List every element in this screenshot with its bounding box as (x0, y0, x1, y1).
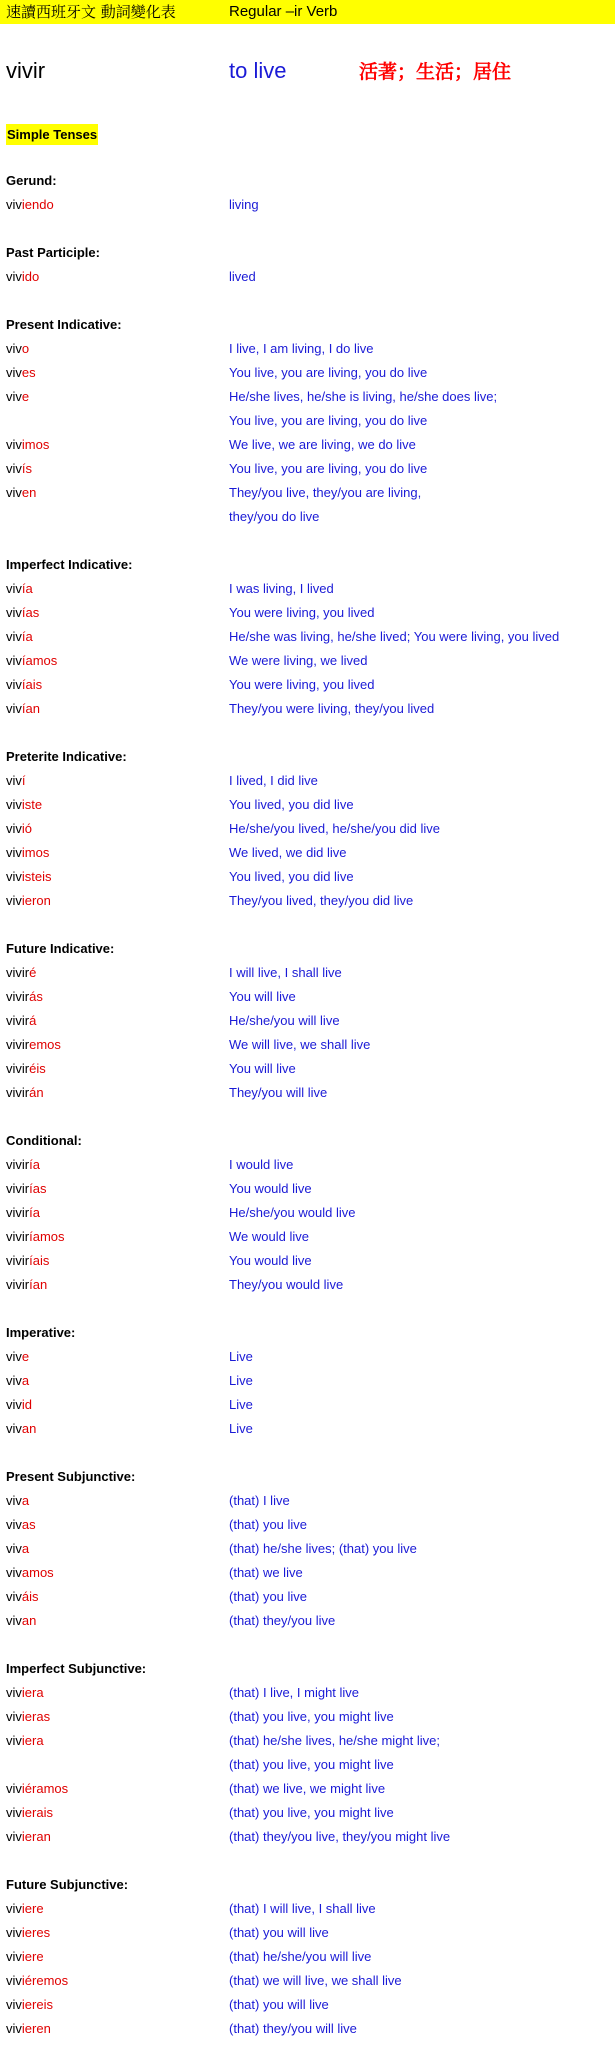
english-meaning: They/you will live (229, 1085, 328, 1100)
english-meaning: You live, you are living, you do live (229, 413, 428, 428)
verb-form (6, 484, 36, 501)
verb-stem: viv (6, 341, 22, 356)
english-meaning: (that) you will live (229, 1925, 329, 1940)
verb-form (6, 1156, 40, 1173)
verb-stem: vivir (6, 989, 30, 1004)
verb-form (6, 868, 52, 885)
verb-ending: ía (21, 629, 33, 644)
verb-form (6, 1036, 61, 1053)
english-meaning: (that) they/you live (229, 1613, 336, 1628)
verb-stem: viv (6, 677, 22, 692)
verb-stem: viv (6, 365, 22, 380)
verb-stem: viv (6, 1373, 22, 1388)
verb-ending: iere (21, 1901, 44, 1916)
verb-stem: viv (6, 1733, 22, 1748)
verb-form (6, 1972, 68, 1989)
verb-ending: a (21, 1541, 30, 1556)
section-title: Future Subjunctive: (6, 1877, 129, 1892)
verb-form (6, 1276, 47, 1293)
english-meaning: (that) you live, you might live (229, 1805, 394, 1820)
verb-ending: ieras (21, 1709, 51, 1724)
verb-stem: vivir (6, 1229, 30, 1244)
verb-infinitive: vivir (6, 58, 46, 83)
verb-stem: vivir (6, 1253, 30, 1268)
verb-ending: ías (29, 1181, 47, 1196)
english-meaning: (that) he/she/you will live (229, 1949, 372, 1964)
header-bar (0, 0, 615, 24)
section-title: Imperative: (6, 1325, 76, 1340)
verb-form (6, 340, 29, 357)
english-meaning: They/you would live (229, 1277, 344, 1292)
verb-form (6, 364, 36, 381)
english-meaning: (that) you live (229, 1589, 308, 1604)
verb-stem: viv (6, 1589, 22, 1604)
verb-ending: ierais (21, 1805, 53, 1820)
verb-form (6, 1948, 44, 1965)
verb-stem: viv (6, 1397, 22, 1412)
verb-ending: iere (21, 1949, 44, 1964)
verb-form (6, 652, 57, 669)
english-meaning: You were living, you lived (229, 605, 375, 620)
english-meaning: You would live (229, 1181, 312, 1196)
verb-stem: vivir (6, 1157, 30, 1172)
verb-form (6, 1708, 50, 1725)
english-meaning: They/you live, they/you are living, (229, 485, 422, 500)
verb-stem: viv (6, 893, 22, 908)
verb-stem: viv (6, 581, 22, 596)
verb-ending: íais (21, 677, 43, 692)
verb-form (6, 1420, 36, 1437)
verb-form (6, 1372, 29, 1389)
verb-ending: e (21, 389, 30, 404)
verb-ending: éis (29, 1061, 46, 1076)
section-title: Future Indicative: (6, 941, 115, 956)
english-meaning: You live, you are living, you do live (229, 461, 428, 476)
verb-ending: ás (29, 989, 43, 1004)
verb-form (6, 1012, 36, 1029)
verb-form (6, 1732, 44, 1749)
section-title: Imperfect Indicative: (6, 557, 133, 572)
english-meaning: They/you lived, they/you did live (229, 893, 414, 908)
english-meaning: (that) we will live, we shall live (229, 1973, 402, 1988)
verb-stem: viv (6, 1925, 22, 1940)
english-meaning: (that) you will live (229, 1997, 329, 2012)
verb-ending: iéramos (21, 1781, 69, 1796)
verb-form (6, 1924, 50, 1941)
section-title: Imperfect Subjunctive: (6, 1661, 147, 1676)
verb-ending: iera (21, 1733, 44, 1748)
verb-ending: emos (29, 1037, 61, 1052)
verb-ending: ieron (21, 893, 51, 908)
verb-ending: a (21, 1373, 30, 1388)
english-meaning: We would live (229, 1229, 309, 1244)
verb-stem: viv (6, 269, 22, 284)
english-meaning: (that) you live (229, 1517, 308, 1532)
verb-stem: viv (6, 845, 22, 860)
verb-stem: viv (6, 701, 22, 716)
verb-form (6, 1204, 40, 1221)
verb-form (6, 1900, 44, 1917)
verb-ending: imos (21, 845, 50, 860)
verb-stem: viv (6, 197, 22, 212)
verb-form (6, 1564, 54, 1581)
verb-ending: an (21, 1613, 37, 1628)
english-meaning: (that) he/she lives, he/she might live; (229, 1733, 440, 1748)
verb-stem: viv (6, 437, 22, 452)
english-meaning: Live (229, 1349, 253, 1364)
verb-stem: viv (6, 1949, 22, 1964)
verb-form (6, 1804, 53, 1821)
verb-stem: viv (6, 1901, 22, 1916)
verb-form (6, 604, 39, 621)
verb-stem: viv (6, 1613, 22, 1628)
verb-ending: id (21, 1397, 33, 1412)
verb-form (6, 1828, 51, 1845)
verb-stem: viv (6, 797, 22, 812)
verb-ending: ió (21, 821, 33, 836)
verb-form (6, 1492, 29, 1509)
english-meaning: Live (229, 1397, 253, 1412)
verb-ending: íais (29, 1253, 50, 1268)
english-meaning: I was living, I lived (229, 581, 334, 596)
verb-form (6, 580, 33, 597)
verb-ending: es (21, 365, 36, 380)
verb-stem: vivir (6, 1181, 30, 1196)
verb-stem: viv (6, 869, 22, 884)
english-meaning: (that) we live (229, 1565, 303, 1580)
verb-stem: viv (6, 605, 22, 620)
verb-ending: í (21, 773, 26, 788)
section-title: Present Subjunctive: (6, 1469, 136, 1484)
english-meaning: they/you do live (229, 509, 320, 524)
verb-form (6, 1228, 65, 1245)
english-meaning: He/she/you would live (229, 1205, 356, 1220)
verb-form (6, 1252, 49, 1269)
english-meaning: He/she lives, he/she is living, he/she does live; (229, 389, 498, 404)
verb-stem: viv (6, 461, 22, 476)
header-title: 速讀西班牙文 動詞變化表 (6, 3, 176, 21)
verb-ending: á (29, 1013, 37, 1028)
verb-translation: to live (229, 58, 287, 83)
verb-form (6, 1516, 36, 1533)
verb-ending: e (21, 1349, 30, 1364)
verb-ending: ieres (21, 1925, 51, 1940)
english-meaning: (that) we live, we might live (229, 1781, 386, 1796)
english-meaning: Live (229, 1373, 253, 1388)
verb-form (6, 628, 33, 645)
english-meaning: He/she was living, he/she lived; You were living, you lived (229, 629, 560, 644)
verb-stem: viv (6, 1685, 22, 1700)
verb-form (6, 1588, 39, 1605)
english-meaning: I would live (229, 1157, 294, 1172)
verb-form (6, 820, 32, 837)
verb-form (6, 1180, 46, 1197)
verb-stem: viv (6, 821, 22, 836)
verb-ending: ido (21, 269, 40, 284)
verb-ending: en (21, 485, 37, 500)
verb-stem: viv (6, 1781, 22, 1796)
english-meaning: He/she/you will live (229, 1013, 340, 1028)
section-title: Past Participle: (6, 245, 100, 260)
english-meaning: lived (229, 269, 256, 284)
verb-ending: a (21, 1493, 30, 1508)
verb-stem: viv (6, 1805, 22, 1820)
english-meaning: I will live, I shall live (229, 965, 342, 980)
verb-ending: ía (29, 1157, 40, 1172)
verb-stem: viv (6, 1565, 22, 1580)
verb-form (6, 676, 42, 693)
verb-ending: an (21, 1421, 37, 1436)
english-meaning: I lived, I did live (229, 773, 318, 788)
section-title: Gerund: (6, 173, 57, 188)
verb-ending: ís (21, 461, 33, 476)
verb-form (6, 1684, 44, 1701)
english-meaning: He/she/you lived, he/she/you did live (229, 821, 441, 836)
english-meaning: (that) you live, you might live (229, 1709, 394, 1724)
verb-form (6, 796, 42, 813)
verb-ending: iste (21, 797, 43, 812)
verb-stem: viv (6, 1709, 22, 1724)
verb-ending: ía (29, 1205, 40, 1220)
verb-form (6, 700, 40, 717)
english-meaning: (that) they/you live, they/you might live (229, 1829, 451, 1844)
verb-form (6, 1348, 29, 1365)
section-title: Preterite Indicative: (6, 749, 127, 764)
english-meaning: You live, you are living, you do live (229, 365, 428, 380)
verb-stem: vivir (6, 1277, 30, 1292)
verb-ending: ieren (21, 2021, 51, 2036)
verb-stem: viv (6, 653, 22, 668)
verb-stem: viv (6, 1973, 22, 1988)
verb-ending: isteis (21, 869, 52, 884)
english-meaning: living (229, 197, 259, 212)
english-meaning: We will live, we shall live (229, 1037, 371, 1052)
verb-stem: viv (6, 773, 22, 788)
english-meaning: They/you were living, they/you lived (229, 701, 435, 716)
verb-form (6, 460, 32, 477)
verb-ending: imos (21, 437, 50, 452)
section-title: Conditional: (6, 1133, 82, 1148)
verb-stem: viv (6, 1517, 22, 1532)
verb-ending: ía (21, 581, 33, 596)
english-meaning: I live, I am living, I do live (229, 341, 374, 356)
verb-ending: ían (21, 701, 40, 716)
english-meaning: We were living, we lived (229, 653, 368, 668)
verb-stem: viv (6, 1421, 22, 1436)
verb-form (6, 844, 49, 861)
verb-stem: viv (6, 485, 22, 500)
english-meaning: You will live (229, 989, 296, 1004)
verb-ending: íamos (21, 653, 58, 668)
verb-stem: viv (6, 389, 22, 404)
english-meaning: (that) you live, you might live (229, 1757, 394, 1772)
verb-form (6, 964, 36, 981)
english-meaning: (that) I live (229, 1493, 290, 1508)
verb-stem: viv (6, 1349, 22, 1364)
english-meaning: You will live (229, 1061, 296, 1076)
english-meaning: We live, we are living, we do live (229, 437, 416, 452)
english-meaning: You lived, you did live (229, 797, 354, 812)
verb-ending: amos (21, 1565, 54, 1580)
verb-form (6, 1084, 44, 1101)
verb-stem: viv (6, 2021, 22, 2036)
verb-stem: vivir (6, 1013, 30, 1028)
verb-ending: ieran (21, 1829, 51, 1844)
verb-form (6, 268, 39, 285)
verb-type-label: Regular –ir Verb (229, 3, 338, 20)
verb-stem: vivir (6, 1037, 30, 1052)
simple-tenses-label: Simple Tenses (6, 124, 98, 145)
english-meaning: You lived, you did live (229, 869, 354, 884)
verb-stem: viv (6, 1997, 22, 2012)
verb-ending: ían (29, 1277, 48, 1292)
verb-ending: iéremos (21, 1973, 69, 1988)
english-meaning: (that) I live, I might live (229, 1685, 360, 1700)
verb-ending: án (29, 1085, 44, 1100)
verb-form (6, 196, 54, 213)
verb-form (6, 388, 29, 405)
english-meaning: We lived, we did live (229, 845, 347, 860)
verb-ending: áis (21, 1589, 39, 1604)
verb-ending: iereis (21, 1997, 53, 2012)
english-meaning: (that) I will live, I shall live (229, 1901, 376, 1916)
verb-form (6, 892, 51, 909)
verb-form (6, 1612, 36, 1629)
english-meaning: You would live (229, 1253, 312, 1268)
verb-form (6, 1396, 32, 1413)
verb-form (6, 772, 26, 789)
verb-stem: viv (6, 1541, 22, 1556)
verb-ending: ías (21, 605, 40, 620)
english-meaning: You were living, you lived (229, 677, 375, 692)
verb-ending: iera (21, 1685, 44, 1700)
verb-stem: vivir (6, 1205, 30, 1220)
verb-form (6, 1060, 46, 1077)
verb-stem: vivir (6, 965, 30, 980)
verb-form (6, 1996, 53, 2013)
verb-ending: íamos (29, 1229, 65, 1244)
verb-ending: as (21, 1517, 36, 1532)
verb-form (6, 1780, 68, 1797)
english-meaning: (that) they/you will live (229, 2021, 357, 2036)
verb-stem: viv (6, 1829, 22, 1844)
english-meaning: (that) he/she lives; (that) you live (229, 1541, 417, 1556)
verb-form (6, 2020, 51, 2037)
verb-stem: viv (6, 1493, 22, 1508)
verb-chinese-meaning: 活著；生活；居住 (359, 61, 512, 83)
english-meaning: Live (229, 1421, 253, 1436)
verb-form (6, 988, 43, 1005)
verb-stem: vivir (6, 1085, 30, 1100)
verb-form (6, 1540, 29, 1557)
section-title: Present Indicative: (6, 317, 122, 332)
verb-stem: viv (6, 629, 22, 644)
verb-ending: o (21, 341, 30, 356)
verb-ending: iendo (21, 197, 54, 212)
verb-form (6, 436, 49, 453)
verb-stem: vivir (6, 1061, 30, 1076)
verb-ending: é (29, 965, 37, 980)
